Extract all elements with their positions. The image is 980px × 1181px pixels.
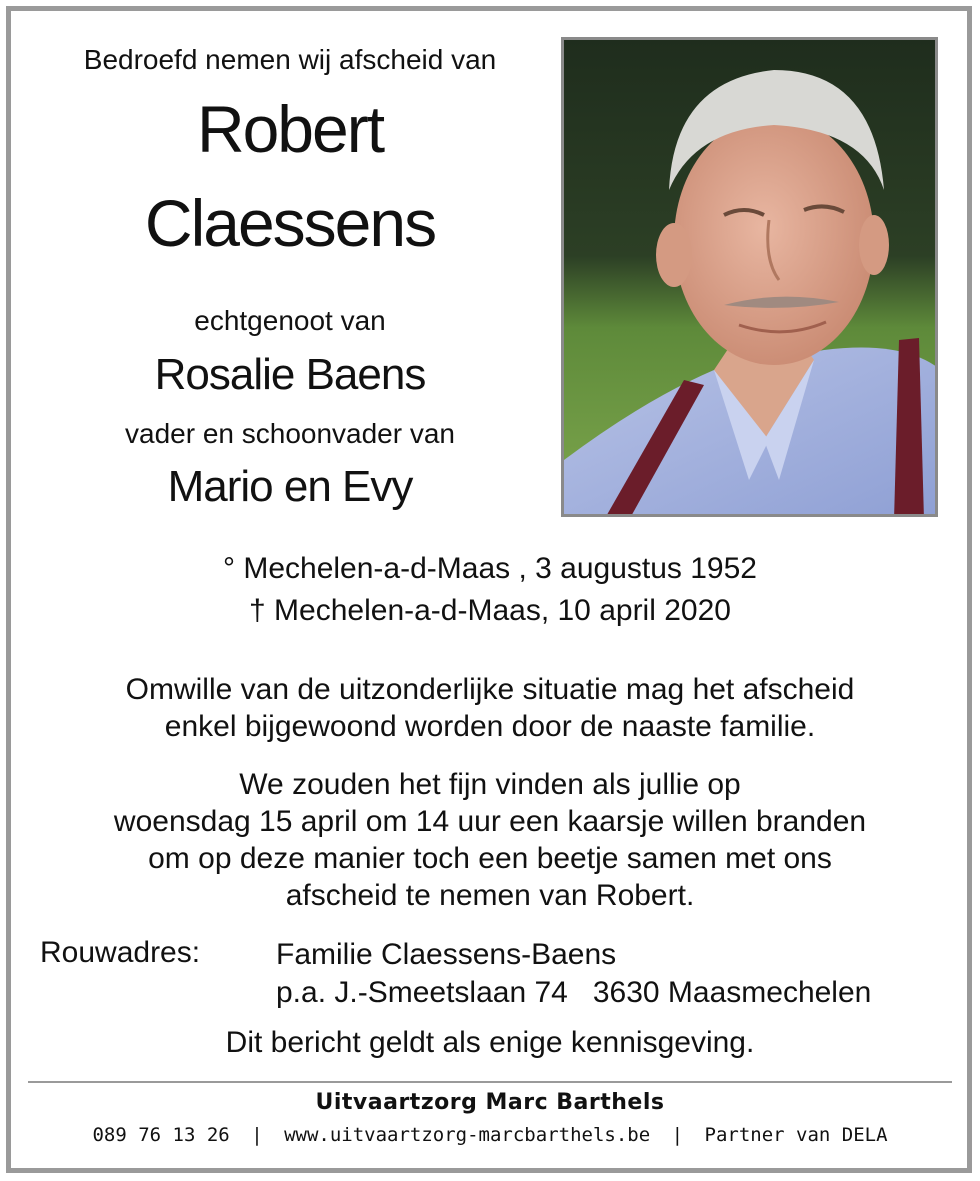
message-paragraph-1 (0, 671, 980, 745)
separator: | (671, 1124, 684, 1146)
phone-number: 089 76 13 26 (92, 1124, 230, 1146)
address-label: Rouwadres: (40, 936, 201, 969)
message-line: afscheid te nemen van Robert. (285, 879, 695, 912)
footer-divider (28, 1081, 952, 1083)
message-line: om op deze manier toch een beetje samen met ons (148, 842, 832, 875)
address-line-2: p.a. J.-Smeetslaan 74 3630 Maasmechelen (276, 976, 872, 1009)
footer-contact (0, 1124, 980, 1146)
portrait-photo (561, 37, 938, 517)
message-paragraph-2 (0, 766, 980, 914)
message-line: We zouden het fijn vinden als jullie op (239, 768, 741, 801)
partner-text: Partner van DELA (704, 1124, 888, 1146)
spouse-relation: echtgenoot van (194, 305, 386, 336)
deceased-first-name: Robert (196, 92, 384, 166)
separator: | (251, 1124, 263, 1146)
intro-text: Bedroefd nemen wij afscheid van (83, 44, 497, 75)
message-line: Omwille van de uitzonderlijke situatie mag het afscheid (125, 673, 855, 706)
address-block (276, 936, 871, 1012)
message-line: enkel bijgewoond worden door de naaste familie. (164, 710, 816, 743)
closing-note: Dit bericht geldt als enige kennisgeving. (225, 1026, 755, 1059)
death-date: † Mechelen-a-d-Maas, 10 april 2020 (249, 594, 731, 627)
address-line-1: Familie Claessens-Baens (276, 938, 617, 971)
spouse-name: Rosalie Baens (154, 350, 426, 399)
funeral-home-name: Uitvaartzorg Marc Barthels (315, 1090, 665, 1115)
message-line: woensdag 15 april om 14 uur een kaarsje willen branden (113, 805, 867, 838)
deceased-last-name: Claessens (144, 186, 436, 260)
birth-date: ° Mechelen-a-d-Maas , 3 augustus 1952 (223, 552, 757, 585)
children-names: Mario en Evy (167, 462, 413, 511)
website-link[interactable]: www.uitvaartzorg-marcbarthels.be (284, 1124, 651, 1146)
children-relation: vader en schoonvader van (125, 418, 455, 449)
